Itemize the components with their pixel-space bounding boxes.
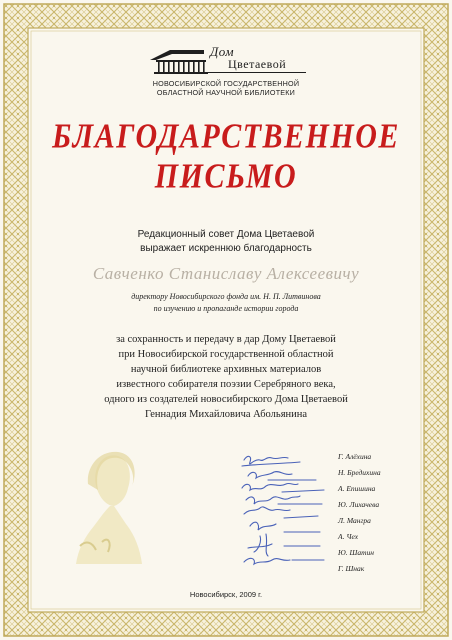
signatory-name: Г. Алёхина [338,452,372,461]
signatures-handwritten [238,452,330,572]
tsvetaeva-portrait-watermark [74,446,144,566]
logo-word-dom: Дом [210,44,235,59]
body-line: известного собирателя поэзии Серебряного века, [116,379,336,390]
place-and-date: Новосибирск, 2009 г. [189,590,263,599]
signatory-name: А. Чех [338,532,359,541]
signatory-name: Ю. Лихачева [338,500,380,509]
signatory-name: Ю. Шатин [338,548,374,557]
signatory-name: А. Епишина [338,484,376,493]
intro-line2: выражает искреннюю благодарность [140,243,312,254]
org-name-line1: НОВОСИБИРСКОЙ ГОСУДАРСТВЕННОЙ [152,79,300,88]
signatory-name: Н. Бредихина [338,468,381,477]
org-name-line2: ОБЛАСТНОЙ НАУЧНОЙ БИБЛИОТЕКИ [156,88,296,97]
recipient-name: Савченко Станиславу Алексеевичу [92,264,360,283]
body-line: при Новосибирской государственной областной [118,349,334,360]
signatory-name: Л. Мангра [338,516,371,525]
intro-line1: Редакционный совет Дома Цветаевой [137,229,315,240]
logo-word-tsvetaeva: Цветаевой [228,57,287,71]
body-line: Геннадия Михайловича Абольянина [144,409,308,420]
body-line: научной библиотеке архивных материалов [130,364,322,375]
recipient-position-line1: директору Новосибирского фонда им. Н. П. Литвинова [131,292,321,301]
recipient-position-line2: по изучению и пропаганде истории города [153,304,299,313]
house-logo [148,46,308,76]
body-line: одного из создателей новосибирского Дома Цветаевой [104,394,348,405]
signatory-name: Г. Шнак [338,564,365,573]
body-line: за сохранность и передачу в дар Дому Цветаевой [116,334,336,345]
title-line2: ПИСЬМО [154,157,298,196]
title-line1: БЛАГОДАРСТВЕННОЕ [52,117,400,156]
